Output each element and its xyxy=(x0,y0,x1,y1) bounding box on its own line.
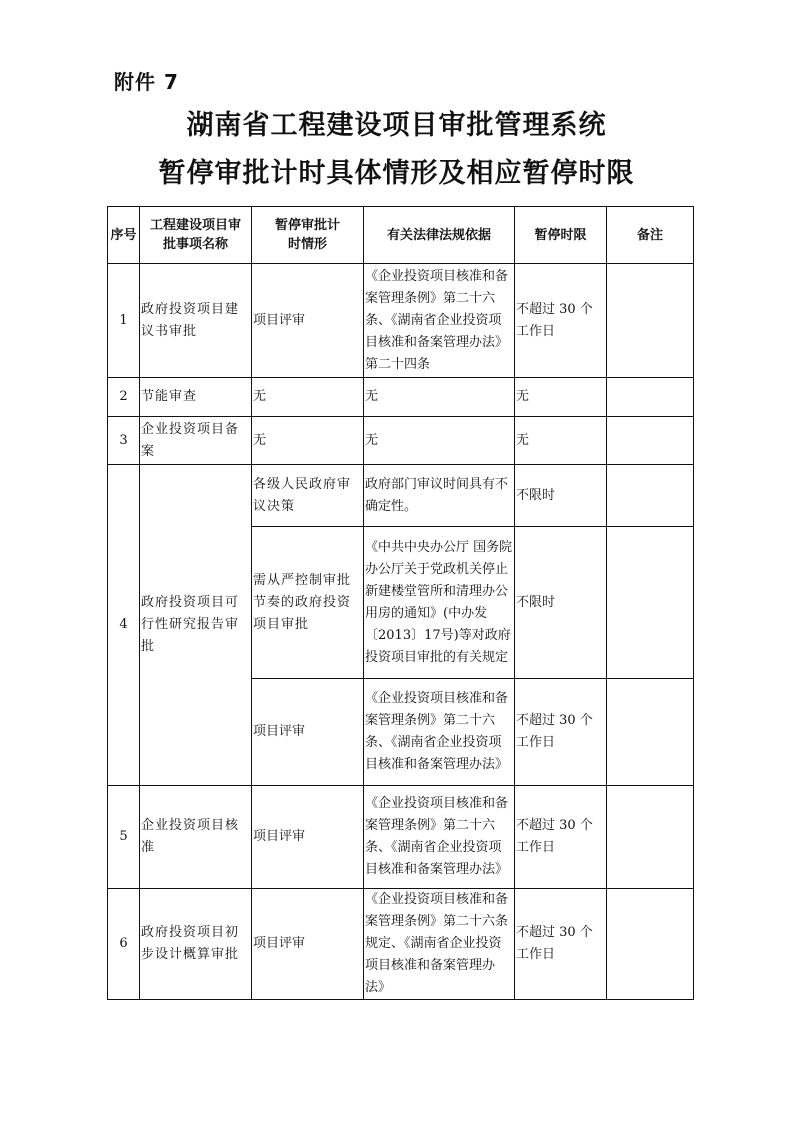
row-limit: 不超过 30 个工作日 xyxy=(515,679,607,786)
table-row xyxy=(108,417,694,465)
row-no: 3 xyxy=(108,417,140,465)
header-situation: 暂停审批计时情形 xyxy=(252,207,364,264)
table-header-row xyxy=(108,207,694,264)
row-remark xyxy=(607,527,694,679)
row-item: 企业投资项目核准 xyxy=(140,786,252,889)
approval-suspension-table xyxy=(107,206,694,1000)
row-basis: 《企业投资项目核准和备案管理条例》第二十六条、《湖南省企业投资项目核准和备案管理办法》 xyxy=(364,679,515,786)
row-limit: 不超过 30 个工作日 xyxy=(515,264,607,378)
row-no: 6 xyxy=(108,889,140,1000)
row-remark xyxy=(607,786,694,889)
header-limit: 暂停时限 xyxy=(515,207,607,264)
row-item: 企业投资项目备案 xyxy=(140,417,252,465)
table-row xyxy=(108,786,694,889)
row-item: 政府投资项目建议书审批 xyxy=(140,264,252,378)
row-basis: 《企业投资项目核准和备案管理条例》第二十六条、《湖南省企业投资项目核准和备案管理办法》第二十四条 xyxy=(364,264,515,378)
row-no: 5 xyxy=(108,786,140,889)
document-title-line-1: 湖南省工程建设项目审批管理系统 xyxy=(186,110,607,141)
row-basis: 无 xyxy=(364,417,515,465)
row-remark xyxy=(607,889,694,1000)
row-situation: 项目评审 xyxy=(252,679,364,786)
row-situation: 需从严控制审批节奏的政府投资项目审批 xyxy=(252,527,364,679)
row-limit: 无 xyxy=(515,417,607,465)
table-row xyxy=(108,465,694,527)
row-basis: 政府部门审议时间具有不确定性。 xyxy=(364,465,515,527)
row-remark xyxy=(607,417,694,465)
header-remark: 备注 xyxy=(607,207,694,264)
header-no: 序号 xyxy=(108,207,140,264)
row-remark xyxy=(607,465,694,527)
row-limit: 不限时 xyxy=(515,527,607,679)
header-basis: 有关法律法规依据 xyxy=(364,207,515,264)
header-item: 工程建设项目审批事项名称 xyxy=(140,207,252,264)
row-remark xyxy=(607,378,694,417)
table-row xyxy=(108,378,694,417)
row-no: 1 xyxy=(108,264,140,378)
row-situation: 项目评审 xyxy=(252,264,364,378)
table-row xyxy=(108,889,694,1000)
row-situation: 各级人民政府审议决策 xyxy=(252,465,364,527)
row-limit: 不限时 xyxy=(515,465,607,527)
row-situation: 项目评审 xyxy=(252,786,364,889)
row-basis: 《企业投资项目核准和备案管理条例》第二十六条规定、《湖南省企业投资项目核准和备案管理办法》 xyxy=(364,889,515,1000)
table-row xyxy=(108,264,694,378)
row-limit: 无 xyxy=(515,378,607,417)
row-item: 政府投资项目初步设计概算审批 xyxy=(140,889,252,1000)
row-no: 4 xyxy=(108,465,140,786)
row-situation: 无 xyxy=(252,417,364,465)
row-basis: 无 xyxy=(364,378,515,417)
row-no: 2 xyxy=(108,378,140,417)
row-basis: 《企业投资项目核准和备案管理条例》第二十六条、《湖南省企业投资项目核准和备案管理办法》 xyxy=(364,786,515,889)
row-remark xyxy=(607,264,694,378)
row-basis: 《中共中央办公厅 国务院办公厅关于党政机关停止新建楼堂管所和清理办公用房的通知》(中办发〔2013〕17号)等对政府投资项目审批的有关规定 xyxy=(364,527,515,679)
row-item: 节能审查 xyxy=(140,378,252,417)
row-limit: 不超过 30 个工作日 xyxy=(515,786,607,889)
document-title-line-2: 暂停审批计时具体情形及相应暂停时限 xyxy=(158,158,635,189)
row-item: 政府投资项目可行性研究报告审批 xyxy=(140,465,252,786)
row-situation: 无 xyxy=(252,378,364,417)
row-limit: 不超过 30 个工作日 xyxy=(515,889,607,1000)
row-situation: 项目评审 xyxy=(252,889,364,1000)
row-remark xyxy=(607,679,694,786)
attachment-label: 附件 7 xyxy=(114,70,179,94)
